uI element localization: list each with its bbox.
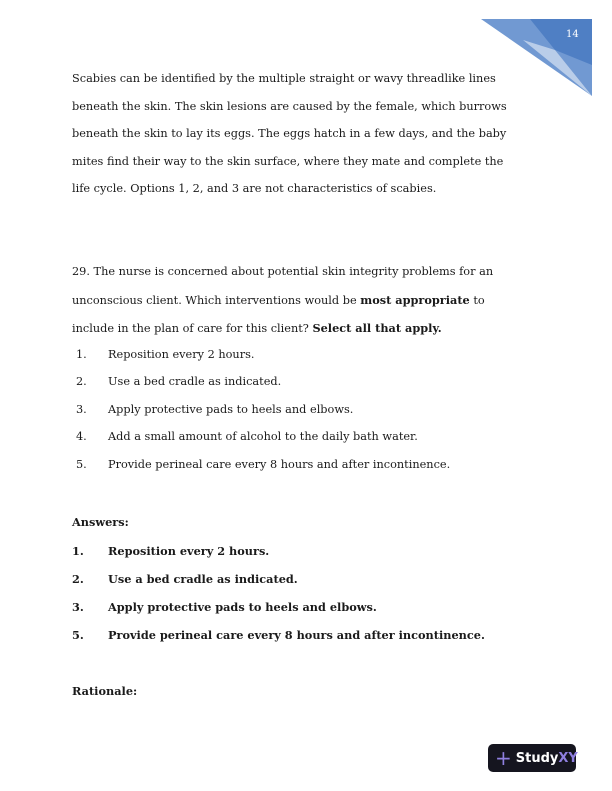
question-line	[72, 293, 485, 308]
option-text: Add a small amount of alcohol to the daily bath water.	[108, 430, 418, 443]
option-number: 1.	[76, 348, 87, 361]
logo-accent-text: XY	[558, 750, 578, 766]
answer-text: Reposition every 2 hours.	[108, 544, 270, 558]
corner-decoration	[0, 0, 612, 110]
option-number: 3.	[76, 403, 87, 416]
answer-text: Apply protective pads to heels and elbows.	[108, 600, 377, 614]
option-number: 5.	[76, 458, 87, 471]
answer-number: 3.	[72, 600, 84, 614]
studyxy-logo	[488, 744, 576, 772]
paragraph-line: beneath the skin. The skin lesions are caused by the female, which burrows	[72, 100, 507, 113]
option-text: Apply protective pads to heels and elbows.	[108, 403, 354, 416]
rationale-heading: Rationale:	[72, 684, 138, 698]
answer-text: Provide perineal care every 8 hours and after incontinence.	[108, 628, 485, 642]
text: include in the plan of care for this client?	[72, 322, 313, 335]
question-line	[72, 321, 442, 336]
option-number: 2.	[76, 375, 87, 388]
answer-text: Use a bed cradle as indicated.	[108, 572, 298, 586]
emphasis: Select all that apply.	[312, 321, 442, 335]
text: unconscious client. Which interventions would be	[72, 294, 361, 307]
answer-number: 2.	[72, 572, 84, 586]
option-text: Provide perineal care every 8 hours and after incontinence.	[108, 458, 451, 471]
page-number: 14	[566, 29, 579, 40]
text: to	[469, 294, 485, 307]
paragraph-line: beneath the skin to lay its eggs. The eggs hatch in a few days, and the baby	[72, 127, 507, 140]
answer-number: 5.	[72, 628, 84, 642]
logo-text: Study	[515, 750, 559, 766]
paragraph-line: mites find their way to the skin surface, where they mate and complete the	[72, 155, 504, 168]
emphasis: most appropriate	[360, 293, 470, 307]
plus-icon: +	[495, 746, 512, 770]
option-text: Use a bed cradle as indicated.	[108, 375, 282, 388]
option-text: Reposition every 2 hours.	[108, 348, 255, 361]
paragraph-line: life cycle. Options 1, 2, and 3 are not characteristics of scabies.	[72, 182, 437, 195]
answer-number: 1.	[72, 544, 84, 558]
option-number: 4.	[76, 430, 87, 443]
question-line: 29. The nurse is concerned about potential skin integrity problems for an	[72, 265, 494, 278]
paragraph-line: Scabies can be identified by the multiple straight or wavy threadlike lines	[72, 72, 496, 85]
answers-heading: Answers:	[72, 515, 129, 529]
